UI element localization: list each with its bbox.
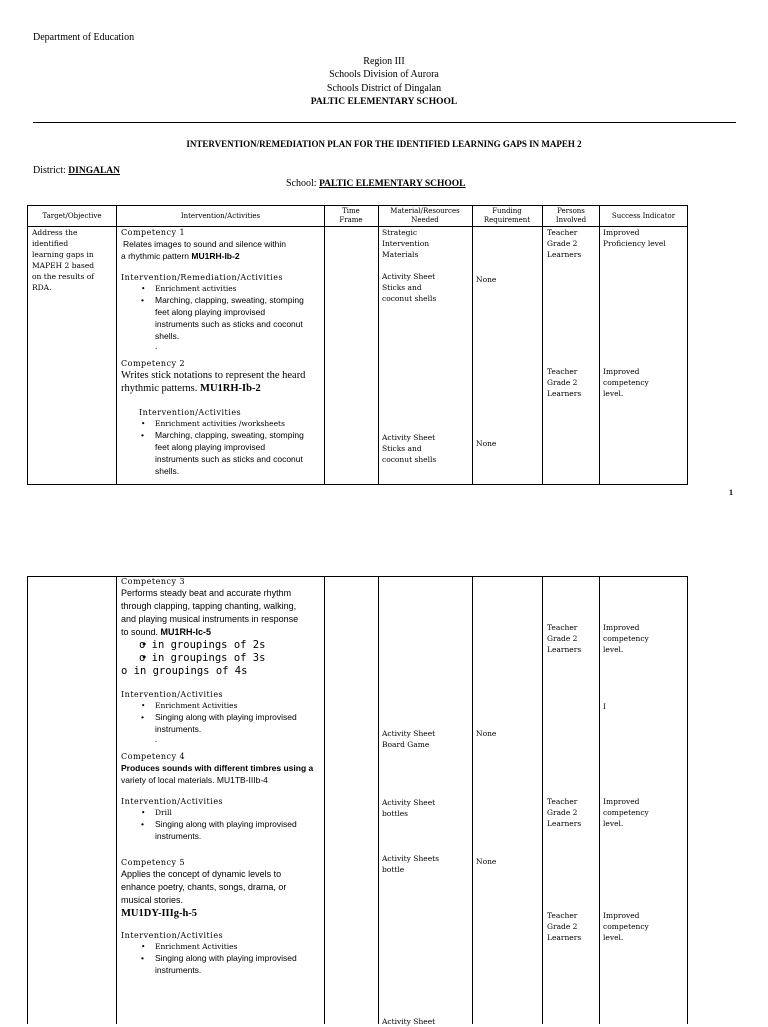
intervention-1-item: • Marching, clapping, sweating, stomping xyxy=(121,294,321,306)
success-cell-5: Improved competency level. xyxy=(603,911,649,942)
intervention-2-item: • Enrichment activities /worksheets xyxy=(121,418,321,429)
success-cell-i: I xyxy=(603,702,606,711)
district-label: District: xyxy=(33,165,66,176)
header-intervention: Intervention/Activities xyxy=(180,212,261,220)
division: Schools Division of Aurora xyxy=(329,69,439,80)
funding-cell-1: None xyxy=(476,275,497,284)
region: Region III xyxy=(363,56,405,67)
plan-title: INTERVENTION/REMEDIATION PLAN FOR THE IDENTIFIED LEARNING GAPS IN MAPEH 2 xyxy=(186,139,582,149)
competency-1-text-cont: a rhythmic pattern MU1RH-Ib-2 xyxy=(121,251,240,261)
success-cell-1: Improved Proficiency level xyxy=(603,228,666,248)
intervention-3-heading: Intervention/Activities xyxy=(121,690,224,699)
funding-cell-5: None xyxy=(476,857,497,866)
materials-cell-5: Activity Sheets bottle xyxy=(382,854,440,874)
intervention-2-heading: Intervention/Activities xyxy=(139,408,242,417)
header-success: Success Indicator xyxy=(611,212,676,220)
competency-3-code-line: to sound. MU1RH-Ic-5 xyxy=(121,627,212,637)
materials-cell-1: Strategic Intervention Materials Activity Sheet Sticks and coconut shells xyxy=(382,228,437,303)
intervention-cell-5: Competency 5 Applies the concept of dynamic levels to enhance poetry, chants, songs, drama, or musical stories. MU1DY-IIIg-h-5 Intervention/Activities • Enrichment Activities • Singing along with playing improvised instruments. xyxy=(121,857,326,976)
success-cell-2: Improved competency level. xyxy=(603,367,649,398)
competency-1-text: Relates images to sound and silence within xyxy=(123,239,287,249)
persons-cell-5: Teacher Grade 2 Learners xyxy=(547,911,582,942)
header-divider xyxy=(33,122,736,123)
materials-cell-6: Activity Sheet xyxy=(382,1017,436,1026)
competency-1-heading: Competency 1 xyxy=(121,228,186,237)
header-time-frame: Time Frame xyxy=(339,207,363,224)
funding-cell-3: None xyxy=(476,729,497,738)
district-line: Schools District of Dingalan xyxy=(326,83,442,94)
intervention-cell-3: Competency 3 Performs steady beat and accurate rhythm through clapping, tapping chanting, walking, and playing musical instruments in response to sound. MU1RH-Ic-5 • o in groupings of 2s • o in groupings of 3s o in groupings of 4s Intervention/Activities • Enrichment Activities • Singing along with playing improvised instruments. . xyxy=(121,576,326,743)
materials-cell-4: Activity Sheet bottles xyxy=(382,798,436,818)
intervention-2-item: • Marching, clapping, sweating, stomping xyxy=(121,429,321,441)
intervention-1-heading: Intervention/Remediation/Activities xyxy=(121,273,284,282)
competency-3-heading: Competency 3 xyxy=(121,577,186,586)
intervention-cell-1: Competency 1 Relates images to sound and silence within a rhythmic pattern MU1RH-Ib-2 Intervention/Remediation/Activities • Enrichment activities • Marching, clapping, sweating, stomping feet along playing improvised instruments such as sticks and coconut shells. . xyxy=(121,227,321,350)
intervention-cell-2: Competency 2 Writes stick notations to represent the heard rhythmic patterns. MU1RH-Ib-2 Intervention/Activities • Enrichment activities /worksheets • Marching, clapping, sweating, stomping feet along playing improvised instruments such as sticks and coconut shells. xyxy=(121,358,321,477)
intervention-cell-4: Competency 4 Produces sounds with different timbres using a variety of local materials. MU1TB-IIIb-4 Intervention/Activities • Drill • Singing along with playing improvised instruments. xyxy=(121,751,326,842)
persons-cell-3: Teacher Grade 2 Learners xyxy=(547,623,582,654)
school-label: School: xyxy=(286,178,317,189)
school-name: PALTIC ELEMENTARY SCHOOL xyxy=(310,97,458,107)
success-cell-3: Improved competency level. xyxy=(603,623,649,654)
intervention-1-item: • Enrichment activities xyxy=(121,283,321,294)
competency-2-text: Writes stick notations to represent the heard xyxy=(121,370,306,381)
funding-cell-2: None xyxy=(476,439,497,448)
header-persons: Persons Involved xyxy=(555,207,587,224)
district-value: DINGALAN xyxy=(68,166,121,176)
competency-5-heading: Competency 5 xyxy=(121,858,186,867)
competency-2-heading: Competency 2 xyxy=(121,359,186,368)
success-cell-4: Improved competency level. xyxy=(603,797,649,828)
persons-cell-1: Teacher Grade 2 Learners xyxy=(547,228,582,259)
intervention-5-heading: Intervention/Activities xyxy=(121,931,224,940)
school-field xyxy=(286,178,465,190)
target-objective: Address the identified learning gaps in MAPEH 2 based on the results of RDA. xyxy=(32,228,95,292)
intervention-4-heading: Intervention/Activities xyxy=(121,797,224,806)
page-number: 1 xyxy=(729,488,733,497)
department-name: Department of Education xyxy=(33,32,135,43)
persons-cell-4: Teacher Grade 2 Learners xyxy=(547,797,582,828)
competency-4-heading: Competency 4 xyxy=(121,752,186,761)
materials-cell-2: Activity Sheet Sticks and coconut shells xyxy=(382,433,437,464)
header-funding: Funding Requirement xyxy=(483,207,531,224)
header-target: Target/Objective xyxy=(42,212,102,220)
district-field xyxy=(33,165,120,177)
persons-cell-2: Teacher Grade 2 Learners xyxy=(547,367,582,398)
materials-cell-3: Activity Sheet Board Game xyxy=(382,729,436,749)
school-value: PALTIC ELEMENTARY SCHOOL xyxy=(319,179,466,189)
header-materials: Material/Resources Needed xyxy=(390,207,460,224)
competency-2-text-cont: rhythmic patterns. MU1RH-Ib-2 xyxy=(121,383,261,394)
